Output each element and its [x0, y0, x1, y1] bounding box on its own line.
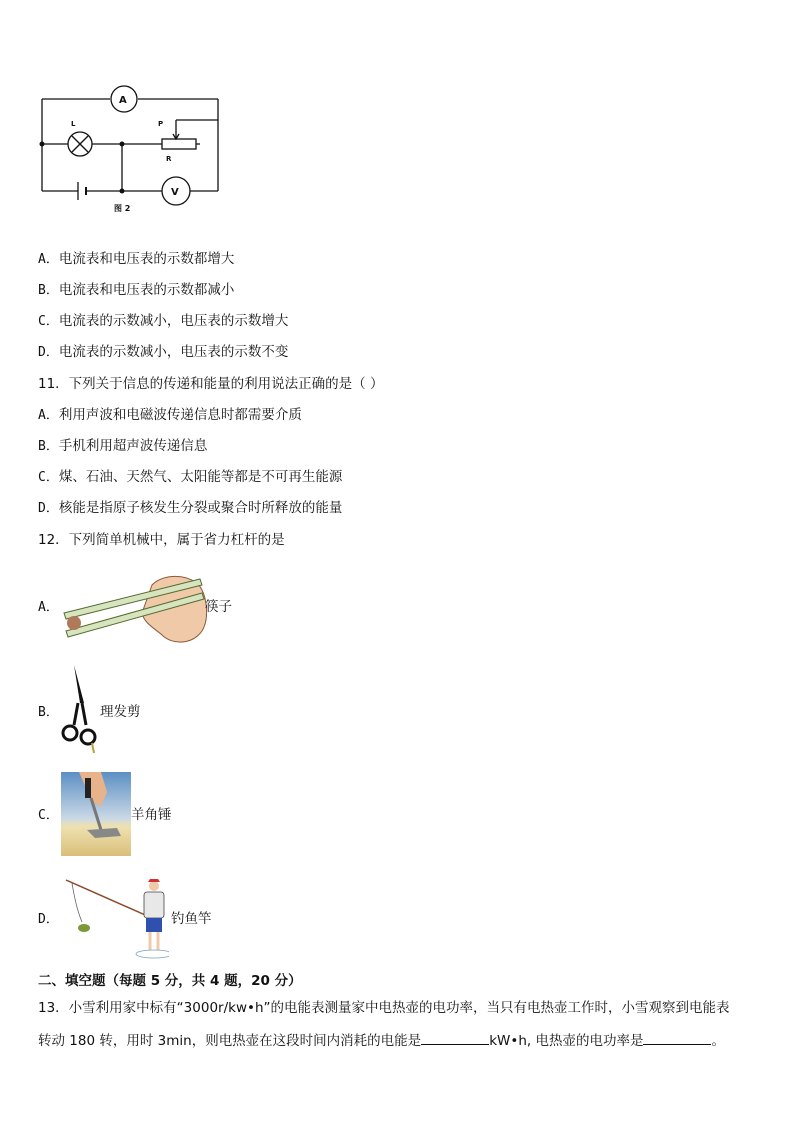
q13-text-b: kW•h, 电热壶的电功率是 [489, 1033, 644, 1049]
q12-option-d-label [38, 910, 59, 929]
option-label: D． [38, 345, 59, 360]
voltmeter-label: V [171, 187, 179, 198]
option-text: 手机利用超声波传递信息 [58, 438, 208, 454]
option-label: A． [38, 600, 59, 615]
lamp-label: L [71, 120, 76, 128]
option-label: D． [38, 912, 59, 927]
q13-line2 [38, 1030, 725, 1050]
fishing-rod-label: 钓鱼竿 [171, 911, 212, 927]
q11-option-a [38, 406, 302, 425]
circuit-diagram [36, 84, 226, 214]
option-label: B． [38, 283, 59, 298]
answer-blank-energy[interactable] [421, 1030, 489, 1045]
figure-caption: 图 2 [114, 204, 131, 213]
option-label: C． [38, 314, 59, 329]
option-label: C． [38, 808, 59, 823]
q11-option-c [38, 468, 342, 487]
claw-hammer-image [61, 772, 131, 856]
option-text: 电流表的示数减小，电压表的示数不变 [58, 344, 289, 360]
section-title: 二、填空题（每题 5 分，共 4 题，20 分） [38, 973, 302, 989]
claw-hammer-label: 羊角锤 [131, 807, 172, 823]
slider-label: P [158, 120, 164, 128]
q13-line1: 13．小雪利用家中标有“3000r/kw•h”的电能表测量家中电热壶的电功率，当只有电热壶工作时，小雪观察到电能表 [38, 1000, 730, 1016]
chopsticks-image [62, 573, 207, 645]
scissors-image [60, 663, 100, 755]
resistor-label: R [166, 155, 172, 163]
q13-text-c: 。 [711, 1033, 725, 1049]
ammeter-label: A [119, 95, 127, 106]
q10-option-d [38, 343, 288, 362]
q10-option-b [38, 281, 234, 300]
option-text: 核能是指原子核发生分裂或聚合时所释放的能量 [58, 500, 343, 516]
option-label: A． [38, 252, 59, 267]
q12-option-a-label [38, 598, 59, 617]
option-label: B． [38, 439, 59, 454]
fishing-rod-image [64, 878, 169, 960]
option-label: D． [38, 501, 59, 516]
option-text: 电流表和电压表的示数都增大 [58, 251, 235, 267]
option-label: A． [38, 408, 59, 423]
q12-option-c-label [38, 806, 59, 825]
q13-text-a: 转动 180 转，用时 3min，则电热壶在这段时间内消耗的电能是 [38, 1033, 422, 1049]
option-label: C． [38, 470, 59, 485]
chopsticks-label: 筷子 [205, 599, 232, 615]
answer-blank-power[interactable] [643, 1030, 711, 1045]
q11-option-d [38, 499, 342, 518]
option-label: B． [38, 705, 59, 720]
option-text: 利用声波和电磁波传递信息时都需要介质 [58, 407, 302, 423]
q11-option-b [38, 437, 207, 456]
option-text: 电流表和电压表的示数都减小 [58, 282, 235, 298]
q12-stem: 12．下列简单机械中，属于省力杠杆的是 [38, 532, 285, 548]
q10-option-c [38, 312, 288, 331]
option-text: 电流表的示数减小，电压表的示数增大 [58, 313, 289, 329]
scissors-label: 理发剪 [100, 704, 141, 720]
q11-stem: 11．下列关于信息的传递和能量的利用说法正确的是（ ） [38, 376, 384, 392]
option-text: 煤、石油、天然气、太阳能等都是不可再生能源 [58, 469, 343, 485]
q10-option-a [38, 250, 234, 269]
q12-option-b-label [38, 703, 59, 722]
